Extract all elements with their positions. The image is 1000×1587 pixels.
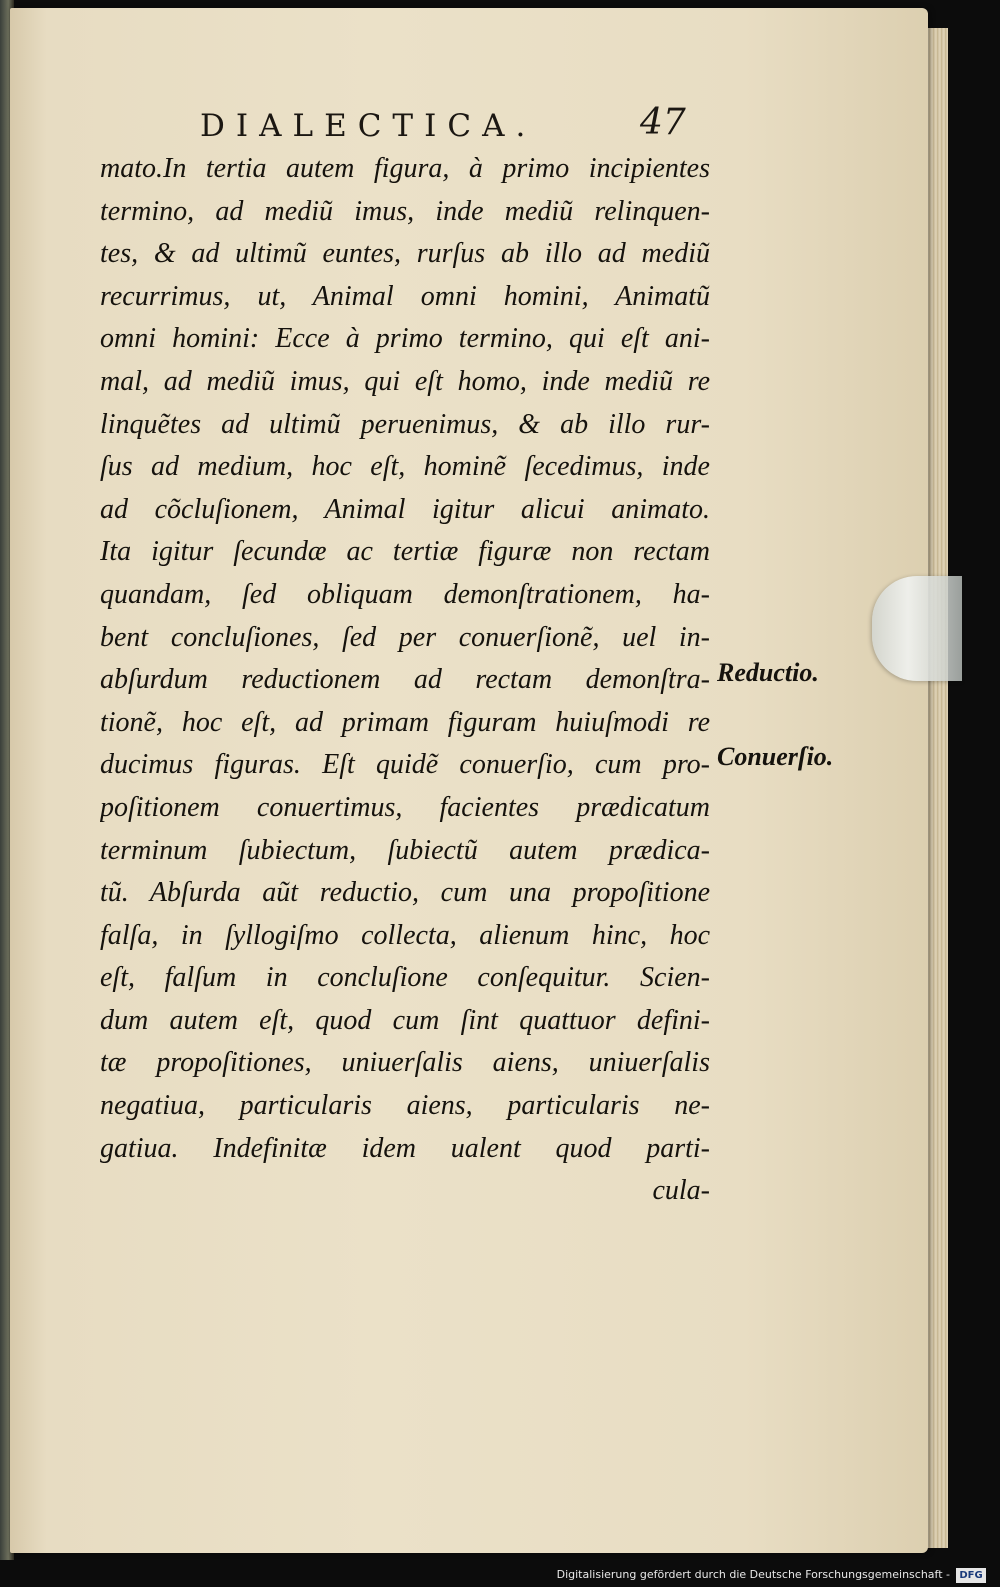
text-line: falſa, in ſyllogiſmo collecta, alienum hinc, hoc — [100, 919, 710, 951]
text-line: abſurdum reductionem ad rectam demonſtra- — [100, 664, 710, 696]
text-line: mato.In tertia autem figura, à primo incipientes — [100, 153, 710, 184]
text-line: mal, ad mediũ imus, qui eſt homo, inde mediũ re — [100, 365, 710, 397]
text-line: bent concluſiones, ſed per conuerſionẽ, uel in- — [100, 621, 710, 653]
text-line: omni homini: Ecce à primo termino, qui eſt ani- — [100, 323, 710, 355]
text-line: ducimus figuras. Eſt quidẽ conuerſio, cum pro- — [100, 749, 710, 781]
catchword: cula- — [652, 1175, 710, 1207]
dfg-logo-icon: DFG — [956, 1568, 986, 1583]
page-clip — [872, 576, 962, 681]
footer-bar — [0, 1561, 1000, 1587]
text-line: tũ. Abſurda aũt reductio, cum una propoſitione — [100, 877, 710, 909]
book-page — [10, 8, 928, 1553]
marginal-note-conuersio: Conuerſio. — [717, 742, 834, 771]
text-line: tæ propoſitiones, uniuerſalis aiens, uniuerſalis — [100, 1047, 710, 1079]
text-line: ad cõcluſionem, Animal igitur alicui animato. — [100, 493, 710, 525]
marginal-note-reductio: Reductio. — [717, 658, 819, 687]
text-line: ſus ad medium, hoc eſt, hominẽ ſecedimus, inde — [100, 451, 710, 483]
running-head: DIALECTICA. — [200, 108, 537, 144]
text-line: linquẽtes ad ultimũ peruenimus, & ab illo rur- — [100, 408, 710, 440]
page-number: 47 — [640, 102, 686, 143]
text-line: gatiua. Indefinitæ idem ualent quod parti- — [100, 1132, 710, 1164]
text-line: dum autem eſt, quod cum ſint quattuor defini- — [100, 1004, 710, 1036]
text-line: Ita igitur ſecundæ ac tertiæ figuræ non rectam — [100, 536, 710, 568]
text-line: tes, & ad ultimũ euntes, rurſus ab illo ad mediũ — [100, 238, 710, 270]
text-line: negatiua, particularis aiens, particularis ne- — [100, 1090, 710, 1122]
text-line: termino, ad mediũ imus, inde mediũ relinquen- — [100, 195, 710, 227]
text-line: eſt, falſum in concluſione conſequitur. Scien- — [100, 962, 710, 994]
text-line: quandam, ſed obliquam demonſtrationem, ha- — [100, 578, 710, 610]
text-line: terminum ſubiectum, ſubiectũ autem prædica- — [100, 834, 710, 866]
text-line: tionẽ, hoc eſt, ad primam figuram huiuſmodi re — [100, 706, 710, 738]
body-text — [100, 148, 710, 1213]
funding-credit: Digitalisierung gefördert durch die Deutsche Forschungsgemeinschaft - — [556, 1568, 950, 1581]
text-line: poſitionem conuertimus, facientes prædicatum — [100, 791, 710, 823]
text-line: recurrimus, ut, Animal omni homini, Animatũ — [100, 280, 710, 312]
